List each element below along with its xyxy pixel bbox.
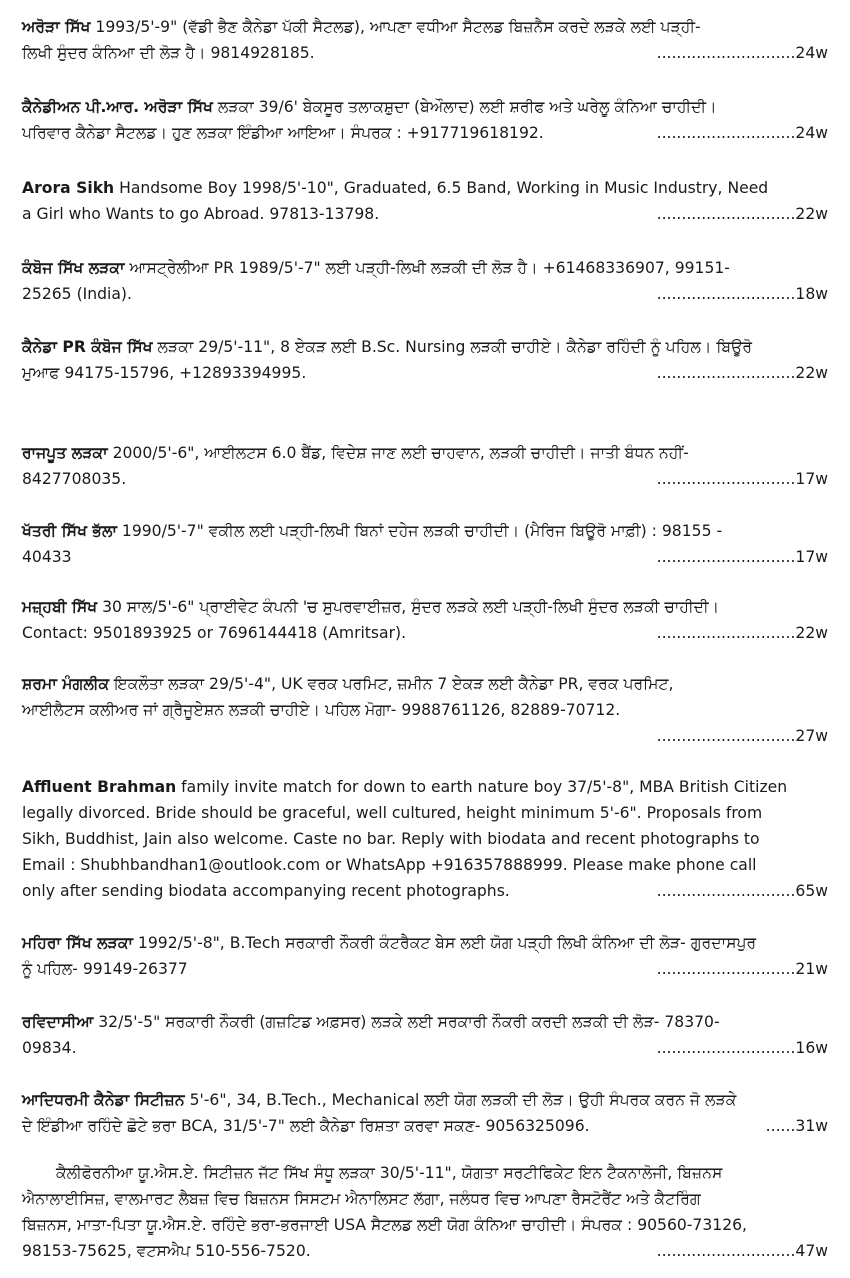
ad-word-count: ............................24w [656, 44, 828, 62]
ad-text: ਦੇ ਇੰਡੀਆ ਰਹਿੰਦੇ ਛੋਟੇ ਭਰਾ BCA, 31/5'-7" ਲਈ ਕੈਨੇਡਾ ਰਿਸ਼ਤਾ ਕਰਵਾ ਸਕਣ- 9056325096. [22, 1117, 590, 1135]
ad-text: ਪਰਿਵਾਰ ਕੈਨੇਡਾ ਸੈਟਲਡ। ਹੁਣ ਲੜਕਾ ਇੰਡੀਆ ਆਇਆ। ਸੰਪਰਕ : +917719618192. [22, 124, 544, 142]
ad-text: 30 ਸਾਲ/5'-6" ਪ੍ਰਾਈਵੇਟ ਕੰਪਨੀ 'ਚ ਸੁਪਰਵਾਈਜ਼ਰ, ਸੁੰਦਰ ਲੜਕੇ ਲਈ ਪੜ੍ਹੀ-ਲਿਖੀ ਸੁੰਦਰ ਲੜਕੀ ਚਾਹੀਦੀ। [97, 598, 720, 616]
ad-mazhbi-sikh [22, 594, 828, 646]
ad-heading: Affluent Brahman [22, 778, 177, 796]
ad-word-count: ............................65w [656, 882, 828, 900]
ad-heading: ਮਜ਼੍ਹਬੀ ਸਿੱਖ [22, 598, 98, 616]
ad-heading: ਕੈਨੇਡੀਅਨ ਪੀ.ਆਰ. ਅਰੋੜਾ ਸਿੱਖ [22, 98, 213, 116]
ad-word-count: ............................16w [656, 1039, 828, 1057]
ad-text: 1992/5'-8", B.Tech ਸਰਕਾਰੀ ਨੌਕਰੀ ਕੰਟਰੈਕਟ ਬੇਸ ਲਈ ਯੋਗ ਪੜ੍ਹੀ ਲਿਖੀ ਕੰਨਿਆ ਦੀ ਲੋੜ- ਗੁਰਦਾਸਪੁਰ [132, 934, 757, 952]
ad-text: 2000/5'-6", ਆਈਲਟਸ 6.0 ਬੈਂਡ, ਵਿਦੇਸ਼ ਜਾਣ ਲਈ ਚਾਹਵਾਨ, ਲੜਕੀ ਚਾਹੀਦੀ। ਜਾਤੀ ਬੰਧਨ ਨਹੀਂ- [107, 444, 689, 462]
ad-text: 1990/5'-7" ਵਕੀਲ ਲਈ ਪੜ੍ਹੀ-ਲਿਖੀ ਬਿਨਾਂ ਦਹੇਜ ਲੜਕੀ ਚਾਹੀਦੀ। (ਮੈਰਿਜ ਬਿਊਰੋ ਮਾਫ਼ੀ) : 98155 - [116, 522, 723, 540]
ad-rajput [22, 440, 828, 492]
ad-text: legally divorced. Bride should be graceful, well cultured, height minimum 5'-6". Proposals from [22, 804, 763, 822]
ad-california-jatt-sikh [22, 1160, 828, 1264]
ad-khatri-sikh [22, 518, 828, 570]
ad-text: 98153-75625, ਵਟਸਐਪ 510-556-7520. [22, 1242, 311, 1260]
ad-text: a Girl who Wants to go Abroad. 97813-13798. [22, 205, 380, 223]
ad-text: Email : Shubhbandhan1@outlook.com or WhatsApp +916357888999. Please make phone call [22, 856, 757, 874]
ad-text: ਲੜਕਾ 39/6' ਬੇਕਸੂਰ ਤਲਾਕਸ਼ੁਦਾ (ਬੇਔਲਾਦ) ਲਈ ਸ਼ਰੀਫ ਅਤੇ ਘਰੇਲੂ ਕੰਨਿਆ ਚਾਹੀਦੀ। [212, 98, 717, 116]
ad-arora-sikh [22, 14, 828, 66]
ad-text: ਐਨਾਲਾਈਸਿਜ਼, ਵਾਲਮਾਰਟ ਲੈਬਜ਼ ਵਿਚ ਬਿਜ਼ਨਸ ਸਿਸਟਮ ਐਨਾਲਿਸਟ ਲੱਗਾ, ਜਲੰਧਰ ਵਿਚ ਆਪਣਾ ਰੈਸਟੋਰੈਂਟ ਅਤੇ ਕੈਟਰਿੰਗ [22, 1190, 701, 1208]
ad-heading: ਕੈਨੇਡਾ PR ਕੰਬੋਜ ਸਿੱਖ [22, 338, 153, 356]
ad-mehra-sikh [22, 930, 828, 982]
ad-text: ਬਿਜ਼ਨਸ, ਮਾਤਾ-ਪਿਤਾ ਯੂ.ਐਸ.ਏ. ਰਹਿੰਦੇ ਭਰਾ-ਭਰਜਾਈ USA ਸੈਟਲਡ ਲਈ ਯੋਗ ਕੰਨਿਆ ਚਾਹੀਦੀ। ਸੰਪਰਕ : 90560-73126, [22, 1216, 747, 1234]
ad-word-count: ............................17w [656, 548, 828, 566]
ad-heading: ਖੱਤਰੀ ਸਿੱਖ ਭੱਲਾ [22, 522, 117, 540]
ad-text: ਆਸਟ੍ਰੇਲੀਆ PR 1989/5'-7" ਲਈ ਪੜ੍ਹੀ-ਲਿਖੀ ਲੜਕੀ ਦੀ ਲੋੜ ਹੈ। +61468336907, 99151- [124, 259, 730, 277]
ad-heading: ਰਾਜਪੂਤ ਲੜਕਾ [22, 444, 108, 462]
ad-affluent-brahman [22, 774, 828, 904]
ad-canadian-pr-arora [22, 94, 828, 146]
ad-kamboj-sikh-australia [22, 255, 828, 307]
ad-heading: ਕੰਬੋਜ ਸਿੱਖ ਲੜਕਾ [22, 259, 125, 277]
ad-word-count: ............................21w [656, 960, 828, 978]
ad-text: only after sending biodata accompanying recent photographs. [22, 882, 510, 900]
ad-text: ਨੂੰ ਪਹਿਲ- 99149-26377 [22, 960, 188, 978]
ad-word-count: ............................22w [656, 205, 828, 223]
ad-sharma-manglik [22, 671, 828, 749]
ad-word-count: ......31w [765, 1117, 828, 1135]
ad-ravidasia [22, 1009, 828, 1061]
ad-text: ਆਈਲੈਟਸ ਕਲੀਅਰ ਜਾਂ ਗ੍ਰੈਜੂਏਸ਼ਨ ਲੜਕੀ ਚਾਹੀਏ। ਪਹਿਲ ਮੋਗਾ- 9988761126, 82889-70712. [22, 701, 621, 719]
ad-text: 8427708035. [22, 470, 127, 488]
ad-word-count: ............................17w [656, 470, 828, 488]
ad-word-count: ............................47w [656, 1242, 828, 1260]
ad-word-count: ............................27w [656, 727, 828, 745]
ad-text: 40433 [22, 548, 72, 566]
ad-heading: ਅਰੋੜਾ ਸਿੱਖ [22, 18, 91, 36]
ad-heading: Arora Sikh [22, 179, 115, 197]
ad-text: 32/5'-5" ਸਰਕਾਰੀ ਨੌਕਰੀ (ਗਜ਼ਟਿਡ ਅਫ਼ਸਰ) ਲੜਕੇ ਲਈ ਸਰਕਾਰੀ ਨੌਕਰੀ ਕਰਦੀ ਲੜਕੀ ਦੀ ਲੋੜ- 78370- [93, 1013, 720, 1031]
ad-text: Contact: 9501893925 or 7696144418 (Amritsar). [22, 624, 407, 642]
ad-text: 09834. [22, 1039, 77, 1057]
ad-text: 5'-6", 34, B.Tech., Mechanical ਲਈ ਯੋਗ ਲੜਕੀ ਦੀ ਲੋੜ। ਉਹੀ ਸੰਪਰਕ ਕਰਨ ਜੋ ਲੜਕੇ [184, 1091, 737, 1109]
ad-adidharmi-canada [22, 1087, 828, 1139]
ad-canada-pr-kamboj [22, 334, 828, 386]
ad-text: Sikh, Buddhist, Jain also welcome. Caste no bar. Reply with biodata and recent photographs to [22, 830, 760, 848]
ad-word-count: ............................22w [656, 364, 828, 382]
ad-text: ਲਿਖੀ ਸੁੰਦਰ ਕੰਨਿਆ ਦੀ ਲੋੜ ਹੈ। 9814928185. [22, 44, 315, 62]
ad-text: 25265 (India). [22, 285, 132, 303]
ad-word-count: ............................18w [656, 285, 828, 303]
ad-heading: ਸ਼ਰਮਾ ਮੰਗਲੀਕ [22, 675, 110, 693]
ad-text: ਇਕਲੌਤਾ ਲੜਕਾ 29/5'-4", UK ਵਰਕ ਪਰਮਿਟ, ਜ਼ਮੀਨ 7 ਏਕੜ ਲਈ ਕੈਨੇਡਾ PR, ਵਰਕ ਪਰਮਿਟ, [109, 675, 674, 693]
ad-heading: ਰਵਿਦਾਸੀਆ [22, 1013, 94, 1031]
ad-word-count: ............................22w [656, 624, 828, 642]
ad-text: 1993/5'-9" (ਵੱਡੀ ਭੈਣ ਕੈਨੇਡਾ ਪੱਕੀ ਸੈਟਲਡ), ਆਪਣਾ ਵਧੀਆ ਸੈਟਲਡ ਬਿਜ਼ਨੈਸ ਕਰਦੇ ਲੜਕੇ ਲਈ ਪੜ੍ਹੀ- [90, 18, 701, 36]
ad-heading: ਮਹਿਰਾ ਸਿੱਖ ਲੜਕਾ [22, 934, 133, 952]
ad-arora-sikh-english [22, 175, 828, 227]
ad-text: ਕੈਲੀਫੋਰਨੀਆ ਯੂ.ਐਸ.ਏ. ਸਿਟੀਜ਼ਨ ਜੱਟ ਸਿੱਖ ਸੰਧੂ ਲੜਕਾ 30/5'-11", ਯੋਗਤਾ ਸਰਟੀਫਿਕੇਟ ਇਨ ਟੈਕਨਾਲੋਜੀ, ਬਿਜ਼ਨਸ [56, 1164, 723, 1182]
ad-text: ਮੁਆਫ 94175-15796, +12893394995. [22, 364, 307, 382]
ad-text: ਲੜਕਾ 29/5'-11", 8 ਏਕੜ ਲਈ B.Sc. Nursing ਲੜਕੀ ਚਾਹੀਏ। ਕੈਨੇਡਾ ਰਹਿੰਦੀ ਨੂੰ ਪਹਿਲ। ਬਿਊਰੋ [152, 338, 753, 356]
ad-text: Handsome Boy 1998/5'-10", Graduated, 6.5 Band, Working in Music Industry, Need [114, 179, 769, 197]
ad-word-count: ............................24w [656, 124, 828, 142]
ad-heading: ਆਦਿਧਰਮੀ ਕੈਨੇਡਾ ਸਿਟੀਜ਼ਨ [22, 1091, 185, 1109]
ad-text: family invite match for down to earth nature boy 37/5'-8", MBA British Citizen [176, 778, 788, 796]
